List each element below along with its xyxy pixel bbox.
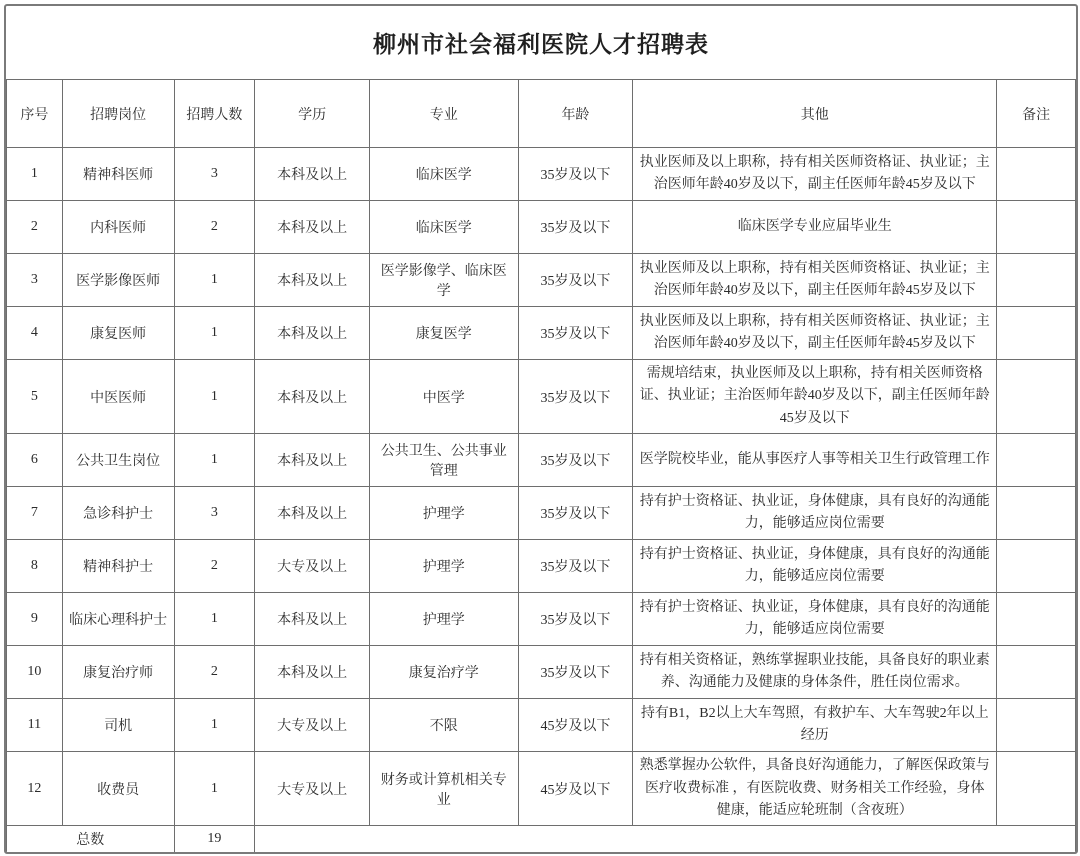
cell-education: 大专及以上: [255, 699, 370, 752]
cell-remark: [997, 699, 1076, 752]
table-row: [7, 593, 1076, 646]
cell-other: 持有护士资格证、执业证，身体健康，具有良好的沟通能力，能够适应岗位需要: [633, 540, 997, 593]
table-row: [7, 201, 1076, 254]
cell-position: 收费员: [62, 752, 174, 826]
table-row: [7, 307, 1076, 360]
column-header-7: 备注: [997, 80, 1076, 148]
cell-no: 5: [7, 360, 63, 434]
cell-other: 持有护士资格证、执业证，身体健康，具有良好的沟通能力，能够适应岗位需要: [633, 593, 997, 646]
title-bar: [6, 6, 1076, 79]
cell-count: 1: [174, 360, 255, 434]
cell-age: 35岁及以下: [518, 646, 633, 699]
page-title: 柳州市社会福利医院人才招聘表: [373, 32, 709, 57]
cell-no: 2: [7, 201, 63, 254]
cell-no: 8: [7, 540, 63, 593]
cell-age: 45岁及以下: [518, 699, 633, 752]
cell-education: 本科及以上: [255, 307, 370, 360]
cell-count: 1: [174, 593, 255, 646]
cell-education: 本科及以上: [255, 593, 370, 646]
cell-remark: [997, 434, 1076, 487]
cell-other: 持有B1，B2以上大车驾照，有救护车、大车驾驶2年以上经历: [633, 699, 997, 752]
cell-position: 内科医师: [62, 201, 174, 254]
cell-count: 1: [174, 699, 255, 752]
cell-education: 本科及以上: [255, 434, 370, 487]
cell-education: 本科及以上: [255, 148, 370, 201]
cell-major: 康复治疗学: [370, 646, 519, 699]
cell-count: 1: [174, 434, 255, 487]
cell-count: 2: [174, 201, 255, 254]
column-header-4: 专业: [370, 80, 519, 148]
cell-count: 1: [174, 307, 255, 360]
cell-position: 中医医师: [62, 360, 174, 434]
cell-no: 9: [7, 593, 63, 646]
cell-position: 精神科医师: [62, 148, 174, 201]
cell-position: 康复治疗师: [62, 646, 174, 699]
cell-position: 精神科护士: [62, 540, 174, 593]
cell-no: 10: [7, 646, 63, 699]
table-row: [7, 148, 1076, 201]
cell-major: 临床医学: [370, 201, 519, 254]
cell-position: 康复医师: [62, 307, 174, 360]
cell-major: 护理学: [370, 487, 519, 540]
cell-no: 6: [7, 434, 63, 487]
table-row: [7, 360, 1076, 434]
table-row: [7, 254, 1076, 307]
cell-age: 35岁及以下: [518, 593, 633, 646]
table-frame: [4, 4, 1078, 854]
cell-remark: [997, 201, 1076, 254]
cell-age: 35岁及以下: [518, 434, 633, 487]
cell-other: 持有相关资格证，熟练掌握职业技能，具备良好的职业素养、沟通能力及健康的身体条件，胜任岗位需求。: [633, 646, 997, 699]
cell-no: 7: [7, 487, 63, 540]
cell-remark: [997, 254, 1076, 307]
recruitment-table: [6, 79, 1076, 853]
cell-education: 本科及以上: [255, 646, 370, 699]
cell-age: 35岁及以下: [518, 148, 633, 201]
table-row: [7, 487, 1076, 540]
cell-remark: [997, 593, 1076, 646]
cell-major: 中医学: [370, 360, 519, 434]
cell-education: 本科及以上: [255, 487, 370, 540]
total-count: 19: [174, 826, 255, 853]
cell-major: 护理学: [370, 540, 519, 593]
cell-no: 11: [7, 699, 63, 752]
total-row: [7, 826, 1076, 853]
table-row: [7, 646, 1076, 699]
cell-other: 需规培结束，执业医师及以上职称，持有相关医师资格证、执业证；主治医师年龄40岁及以下，副主任医师年龄45岁及以下: [633, 360, 997, 434]
cell-education: 本科及以上: [255, 201, 370, 254]
cell-major: 临床医学: [370, 148, 519, 201]
table-row: [7, 434, 1076, 487]
cell-other: 执业医师及以上职称，持有相关医师资格证、执业证；主治医师年龄40岁及以下，副主任医师年龄45岁及以下: [633, 148, 997, 201]
cell-age: 35岁及以下: [518, 540, 633, 593]
cell-remark: [997, 646, 1076, 699]
cell-major: 护理学: [370, 593, 519, 646]
cell-no: 3: [7, 254, 63, 307]
cell-education: 大专及以上: [255, 540, 370, 593]
table-row: [7, 752, 1076, 826]
cell-major: 康复医学: [370, 307, 519, 360]
cell-other: 执业医师及以上职称，持有相关医师资格证、执业证；主治医师年龄40岁及以下，副主任医师年龄45岁及以下: [633, 307, 997, 360]
cell-age: 35岁及以下: [518, 307, 633, 360]
cell-position: 司机: [62, 699, 174, 752]
column-header-0: 序号: [7, 80, 63, 148]
cell-position: 公共卫生岗位: [62, 434, 174, 487]
cell-no: 4: [7, 307, 63, 360]
cell-age: 35岁及以下: [518, 254, 633, 307]
cell-position: 急诊科护士: [62, 487, 174, 540]
cell-age: 35岁及以下: [518, 201, 633, 254]
cell-major: 医学影像学、临床医学: [370, 254, 519, 307]
column-header-2: 招聘人数: [174, 80, 255, 148]
cell-remark: [997, 752, 1076, 826]
column-header-6: 其他: [633, 80, 997, 148]
cell-count: 2: [174, 540, 255, 593]
cell-remark: [997, 487, 1076, 540]
cell-education: 大专及以上: [255, 752, 370, 826]
cell-remark: [997, 307, 1076, 360]
cell-other: 持有护士资格证、执业证，身体健康，具有良好的沟通能力，能够适应岗位需要: [633, 487, 997, 540]
cell-other: 医学院校毕业，能从事医疗人事等相关卫生行政管理工作: [633, 434, 997, 487]
cell-other: 临床医学专业应届毕业生: [633, 201, 997, 254]
cell-major: 不限: [370, 699, 519, 752]
cell-no: 1: [7, 148, 63, 201]
cell-age: 45岁及以下: [518, 752, 633, 826]
cell-major: 公共卫生、公共事业管理: [370, 434, 519, 487]
cell-position: 临床心理科护士: [62, 593, 174, 646]
table-row: [7, 540, 1076, 593]
cell-education: 本科及以上: [255, 254, 370, 307]
cell-other: 执业医师及以上职称，持有相关医师资格证、执业证；主治医师年龄40岁及以下，副主任医师年龄45岁及以下: [633, 254, 997, 307]
cell-education: 本科及以上: [255, 360, 370, 434]
column-header-1: 招聘岗位: [62, 80, 174, 148]
cell-position: 医学影像医师: [62, 254, 174, 307]
cell-remark: [997, 540, 1076, 593]
column-header-5: 年龄: [518, 80, 633, 148]
cell-age: 35岁及以下: [518, 487, 633, 540]
total-empty-cell: [255, 826, 1076, 853]
cell-age: 35岁及以下: [518, 360, 633, 434]
cell-count: 3: [174, 487, 255, 540]
cell-remark: [997, 148, 1076, 201]
cell-remark: [997, 360, 1076, 434]
cell-other: 熟悉掌握办公软件，具备良好沟通能力，了解医保政策与医疗收费标准 ，有医院收费、财务相关工作经验，身体健康，能适应轮班制（含夜班）: [633, 752, 997, 826]
header-row: [7, 80, 1076, 148]
total-label: 总数: [7, 826, 175, 853]
table-body: [7, 148, 1076, 826]
cell-count: 1: [174, 752, 255, 826]
cell-major: 财务或计算机相关专业: [370, 752, 519, 826]
cell-count: 2: [174, 646, 255, 699]
cell-no: 12: [7, 752, 63, 826]
table-row: [7, 699, 1076, 752]
column-header-3: 学历: [255, 80, 370, 148]
cell-count: 1: [174, 254, 255, 307]
cell-count: 3: [174, 148, 255, 201]
